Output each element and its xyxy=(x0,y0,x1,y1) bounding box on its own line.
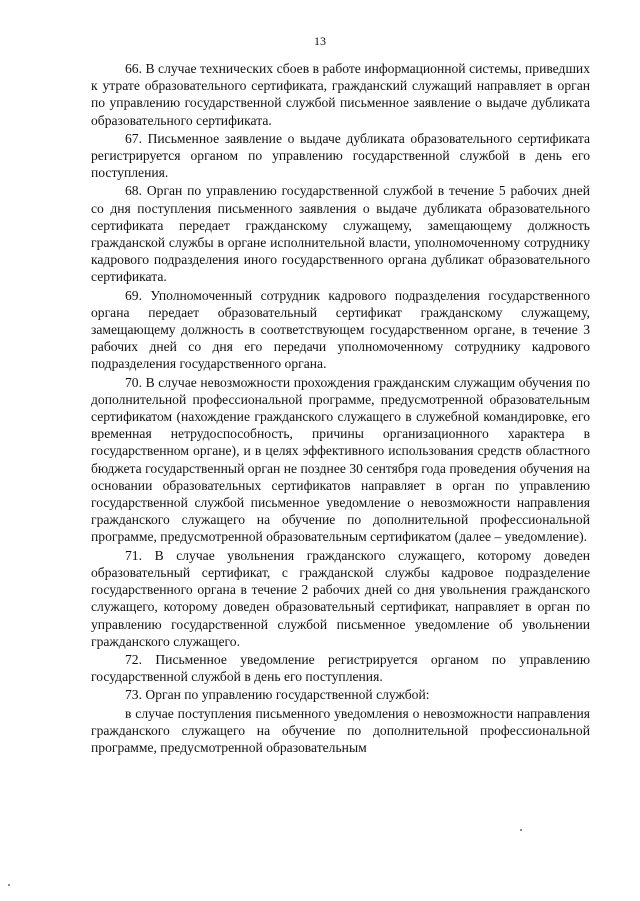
paragraph-72: 72. Письменное уведомление регистрируется органом по управлению государственной службой в день его поступления. xyxy=(91,651,590,685)
paragraph-67: 67. Письменное заявление о выдаче дубликата образовательного сертификата регистрируется органом по управлению государственной службой в день его поступления. xyxy=(91,130,590,181)
scan-speck xyxy=(520,829,522,831)
document-body xyxy=(91,60,590,756)
paragraph-73-item: в случае поступления письменного уведомления о невозможности направления гражданского служащего на обучение по дополнительной профессиональной программе, предусмотренной образовательным xyxy=(91,705,590,755)
paragraph-71: 71. В случае увольнения гражданского служащего, которому доведен образовательный сертификат, с гражданской службы кадровое подразделение государственного органа в течение 2 рабочих дней со дня увольнения гражданского служащего, которому доведен образовательный сертификат, направляет в орган по управлению государственной службой письменное уведомление об увольнении гражданского служащего. xyxy=(91,547,590,649)
paragraph-70: 70. В случае невозможности прохождения гражданским служащим обучения по дополнительной профессиональной программе, предусмотренной образовательным сертификатом (нахождение гражданского служащего в служебной командировке, его временная нетрудоспособность, причины организационного характера в государственном органе), и в целях эффективного использования средств областного бюджета государственный орган не позднее 30 сентября года проведения обучения на основании образовательных сертификатов направляет в орган по управлению государственной службой письменное уведомление о невозможности направления гражданского служащего на обучение по дополнительной профессиональной программе, предусмотренной образовательным сертификатом (далее – уведомление). xyxy=(91,374,590,545)
paragraph-69: 69. Уполномоченный сотрудник кадрового подразделения государственного органа передает образовательный сертификат гражданскому служащему, замещающему должность в соответствующем государственном органе, в течение 3 рабочих дней со дня его передачи уполномоченному сотруднику кадрового подразделения государственного органа. xyxy=(91,287,590,372)
scan-speck xyxy=(8,884,10,886)
paragraph-73: 73. Орган по управлению государственной службой: xyxy=(125,687,430,703)
paragraph-66: 66. В случае технических сбоев в работе информационной системы, приведших к утрате образовательного сертификата, гражданский служащий направляет в орган по управлению государственной службой письменное заявление о выдаче дубликата образовательного сертификата. xyxy=(91,61,590,128)
paragraph-68: 68. Орган по управлению государственной службой в течение 5 рабочих дней со дня поступления письменного заявления о выдаче дубликата образовательного сертификата передает гражданскому служащему, замещающему должность гражданской службы в органе исполнительной власти, уполномоченному сотруднику кадрового подразделения иного государственного органа дубликат образовательного сертификата. xyxy=(91,183,590,285)
page-number: 13 xyxy=(314,34,326,48)
